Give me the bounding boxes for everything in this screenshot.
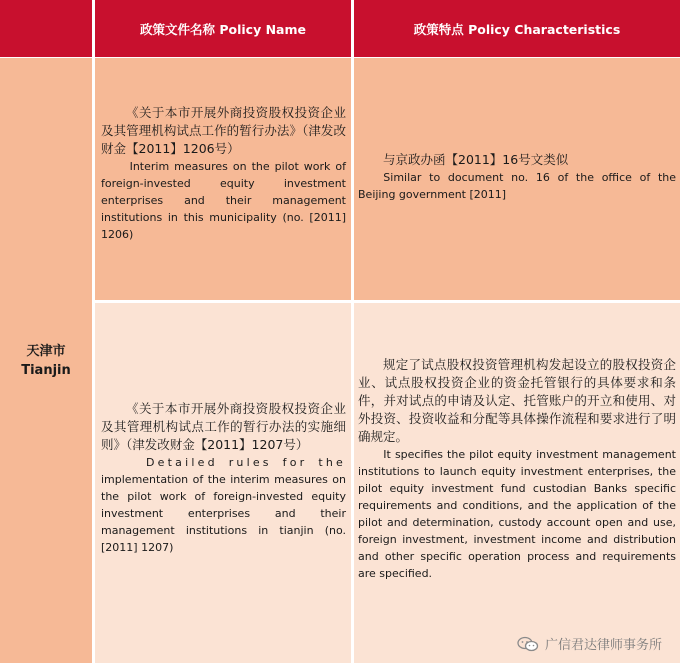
region-cell (0, 58, 92, 663)
watermark-text: 广信君达律师事务所 (544, 638, 662, 653)
region-name-en: Tianjin (21, 362, 71, 378)
row1-characteristics-en: Similar to document no. 16 of the office of the Beijing government [2011] (358, 171, 676, 201)
row2-characteristics-en: It specifies the pilot equity investment management institutions to launch equity investment enterprises, the pilot equity investment fund custodian Banks specific requirements and conditions, and the application of the pilot and determination, custody account open and use, foreign investment, investment income and distribution and other specific operation process and requirements are specified. (358, 448, 676, 580)
row2-characteristics-cell (354, 303, 680, 663)
wechat-icon (517, 636, 539, 652)
row1-characteristics-zh: 与京政办函【2011】16号文类似 (383, 152, 569, 167)
header-corner (0, 0, 92, 57)
row1-policy-name-cell (95, 58, 351, 300)
row2-characteristics-zh: 规定了试点股权投资管理机构发起设立的股权投资企业、试点股权投资企业的资金托管银行的具体要求和条件，并对试点的申请及认定、托管账户的开立和使用、对外投资、投资收益和分配等具体操作流程和要求进行了明确规定。 (358, 357, 676, 444)
row2-policy-name-zh: 《关于本市开展外商投资股权投资企业及其管理机构试点工作的暂行办法的实施细则》（津发改财金【2011】1207号） (101, 401, 346, 452)
row1-policy-name-en: Interim measures on the pilot work of foreign-invested equity investment enterprises and their management institutions in this municipality (no. [2011] 1206) (101, 160, 346, 241)
row2-policy-name-en-lead: Detailed rules for the (146, 456, 346, 469)
row2-policy-name-cell (95, 303, 351, 663)
row1-characteristics-cell (354, 58, 680, 300)
region-name-zh: 天津市 (26, 343, 66, 359)
row1-policy-name-zh: 《关于本市开展外商投资股权投资企业及其管理机构试点工作的暂行办法》（津发改财金【2011】1206号） (101, 105, 346, 156)
watermark (517, 634, 662, 653)
header-policy-characteristics: 政策特点 Policy Characteristics (354, 0, 680, 57)
row2-policy-name-en: implementation of the interim measures on the pilot work of foreign-invested equity investment enterprises and their management institutions in tianjin (no. [2011] 1207) (101, 473, 346, 554)
header-policy-name: 政策文件名称 Policy Name (95, 0, 351, 57)
